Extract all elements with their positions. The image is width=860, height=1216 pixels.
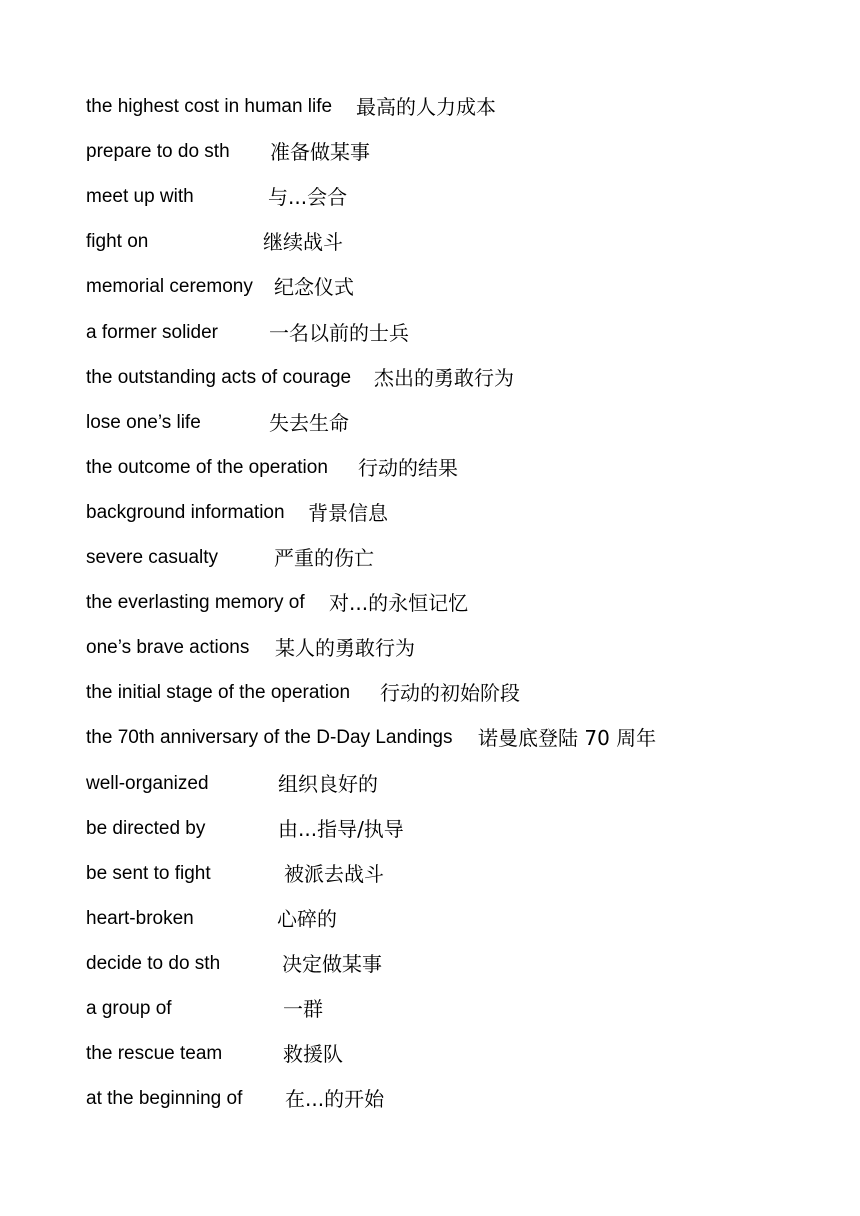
english-phrase: decide to do sth <box>86 952 221 974</box>
chinese-translation: 由...指导/执导 <box>278 816 404 841</box>
chinese-translation: 背景信息 <box>308 500 388 525</box>
english-phrase: severe casualty <box>86 547 219 568</box>
chinese-translation: 诺曼底登陆 70 周年 <box>478 726 657 751</box>
chinese-translation: 决定做某事 <box>282 951 382 976</box>
english-phrase: prepare to do sth <box>86 141 230 163</box>
chinese-translation: 与...会合 <box>268 185 348 210</box>
chinese-translation: 对...的永恒记忆 <box>329 591 469 616</box>
english-phrase: meet up with <box>86 186 194 208</box>
english-phrase: the highest cost in human life <box>86 96 333 117</box>
chinese-translation: 一名以前的士兵 <box>269 320 409 345</box>
chinese-translation: 被派去战斗 <box>284 861 384 886</box>
english-phrase: the outstanding acts of courage <box>86 366 352 388</box>
chinese-translation: 救援队 <box>283 1042 343 1067</box>
chinese-translation: 行动的结果 <box>358 455 458 480</box>
english-phrase: at the beginning of <box>86 1088 243 1110</box>
english-phrase: the outcome of the operation <box>86 456 328 478</box>
chinese-translation: 在...的开始 <box>285 1087 385 1112</box>
chinese-translation: 准备做某事 <box>270 140 370 165</box>
english-phrase: a former solider <box>86 321 218 343</box>
english-phrase: be sent to fight <box>86 862 211 884</box>
chinese-translation: 失去生命 <box>269 410 349 435</box>
chinese-translation: 杰出的勇敢行为 <box>374 365 514 390</box>
english-phrase: one’s brave actions <box>86 637 250 659</box>
english-phrase: the everlasting memory of <box>86 592 305 614</box>
chinese-translation: 心碎的 <box>277 906 337 931</box>
english-phrase: a group of <box>86 998 172 1019</box>
chinese-translation: 最高的人力成本 <box>356 95 496 119</box>
chinese-translation: 行动的初始阶段 <box>380 681 520 706</box>
english-phrase: fight on <box>86 231 149 253</box>
english-phrase: background information <box>86 501 285 523</box>
english-phrase: the rescue team <box>86 1043 223 1065</box>
english-phrase: the 70th anniversary of the D-Day Landings <box>86 727 453 749</box>
chinese-translation: 某人的勇敢行为 <box>275 636 415 661</box>
english-phrase: well-organized <box>86 772 209 794</box>
english-phrase: heart-broken <box>86 907 194 929</box>
english-phrase: the initial stage of the operation <box>86 682 351 704</box>
chinese-translation: 继续战斗 <box>263 230 343 255</box>
chinese-translation: 严重的伤亡 <box>274 546 374 570</box>
english-phrase: memorial ceremony <box>86 276 253 298</box>
english-phrase: be directed by <box>86 817 206 839</box>
chinese-translation: 组织良好的 <box>278 771 378 796</box>
chinese-translation: 一群 <box>283 997 323 1021</box>
english-phrase: lose one’s life <box>86 411 201 433</box>
chinese-translation: 纪念仪式 <box>274 275 354 300</box>
